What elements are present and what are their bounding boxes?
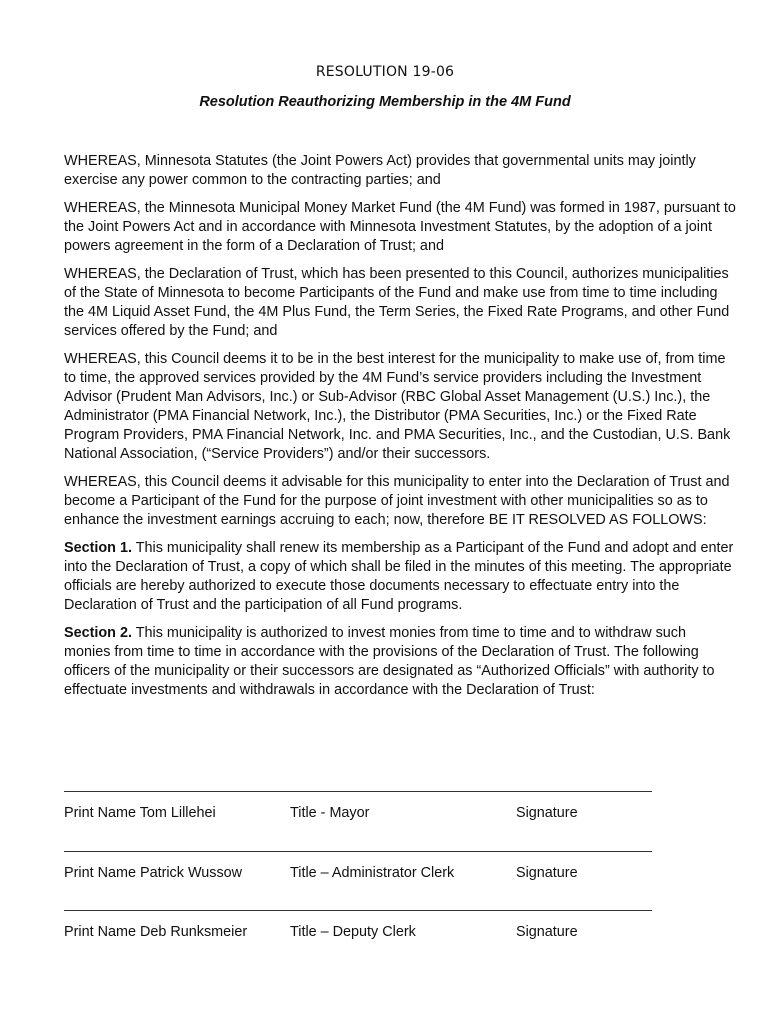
signature-line: [64, 791, 652, 792]
section-1: [64, 539, 736, 615]
signatory-name: Print Name Patrick Wussow: [64, 865, 243, 881]
signatory-name: Print Name Tom Lillehei: [64, 805, 216, 821]
signature-label: Signature: [516, 865, 578, 881]
section-2-text: This municipality is authorized to invest monies from time to time and to withdraw such monies from time to time in accordance with the provisions of the Declaration of Trust. The following officers of the municipality or their successors are designated as “Authorized Officials” with authority to effectuate investments and withdrawals in accordance with the Declaration of Trust:: [64, 625, 715, 698]
resolution-body: [64, 152, 736, 709]
signatory-name: Print Name Deb Runksmeier: [64, 924, 248, 940]
signatory-title: Title - Mayor: [290, 805, 370, 821]
signature-label: Signature: [516, 805, 578, 821]
section-1-label: Section 1.: [64, 540, 132, 556]
signatory-row: [64, 924, 704, 944]
whereas-clause-4: WHEREAS, this Council deems it to be in the best interest for the municipality to make use of, from time to time, the approved services provided by the 4M Fund’s service providers including the Investment Advisor (Prudent Man Advisors, Inc.) or Sub-Advisor (RBC Global Asset Management (U.S.) Inc.), the Administrator (PMA Financial Network, Inc.), the Distributor (PMA Securities, Inc.) or the Fixed Rate Program Providers, PMA Financial Network, Inc. and PMA Securities, Inc., and the Custodian, U.S. Bank National Association, (“Service Providers”) and/or their successors.: [64, 351, 731, 462]
signature-line: [64, 910, 652, 911]
whereas-clause-2: WHEREAS, the Minnesota Municipal Money Market Fund (the 4M Fund) was formed in 1987, pursuant to the Joint Powers Act and in accordance with Minnesota Investment Statutes, by the adoption of a joint powers agreement in the form of a Declaration of Trust; and: [64, 200, 736, 254]
signatory-title: Title – Administrator Clerk: [290, 865, 455, 881]
section-1-text: This municipality shall renew its membership as a Participant of the Fund and adopt and enter into the Declaration of Trust, a copy of which shall be filed in the minutes of this meeting. The appropriate officials are hereby authorized to execute those documents necessary to effectuate entry into the Declaration of Trust and the participation of all Fund programs.: [64, 540, 734, 613]
signature-label: Signature: [516, 924, 578, 940]
resolution-title: Resolution Reauthorizing Membership in the 4M Fund: [199, 94, 571, 110]
signature-line: [64, 851, 652, 852]
signatory-row: [64, 805, 704, 825]
section-2-label: Section 2.: [64, 625, 132, 641]
signatory-title: Title – Deputy Clerk: [290, 924, 416, 940]
section-2: [64, 624, 736, 700]
signatory-row: [64, 865, 704, 885]
whereas-clause-3: WHEREAS, the Declaration of Trust, which has been presented to this Council, authorizes municipalities of the State of Minnesota to become Participants of the Fund and make use from time to time including the 4M Liquid Asset Fund, the 4M Plus Fund, the Term Series, the Fixed Rate Programs, and other Fund services offered by the Fund; and: [64, 266, 730, 339]
resolution-number: RESOLUTION 19-06: [315, 64, 455, 80]
whereas-clause-5: WHEREAS, this Council deems it advisable for this municipality to enter into the Declaration of Trust and become a Participant of the Fund for the purpose of joint investment with other municipalities so as to enhance the investment earnings accruing to each; now, therefore BE IT RESOLVED AS FOLLOWS:: [64, 474, 730, 528]
whereas-clause-1: WHEREAS, Minnesota Statutes (the Joint Powers Act) provides that governmental units may jointly exercise any power common to the contracting parties; and: [64, 153, 696, 188]
